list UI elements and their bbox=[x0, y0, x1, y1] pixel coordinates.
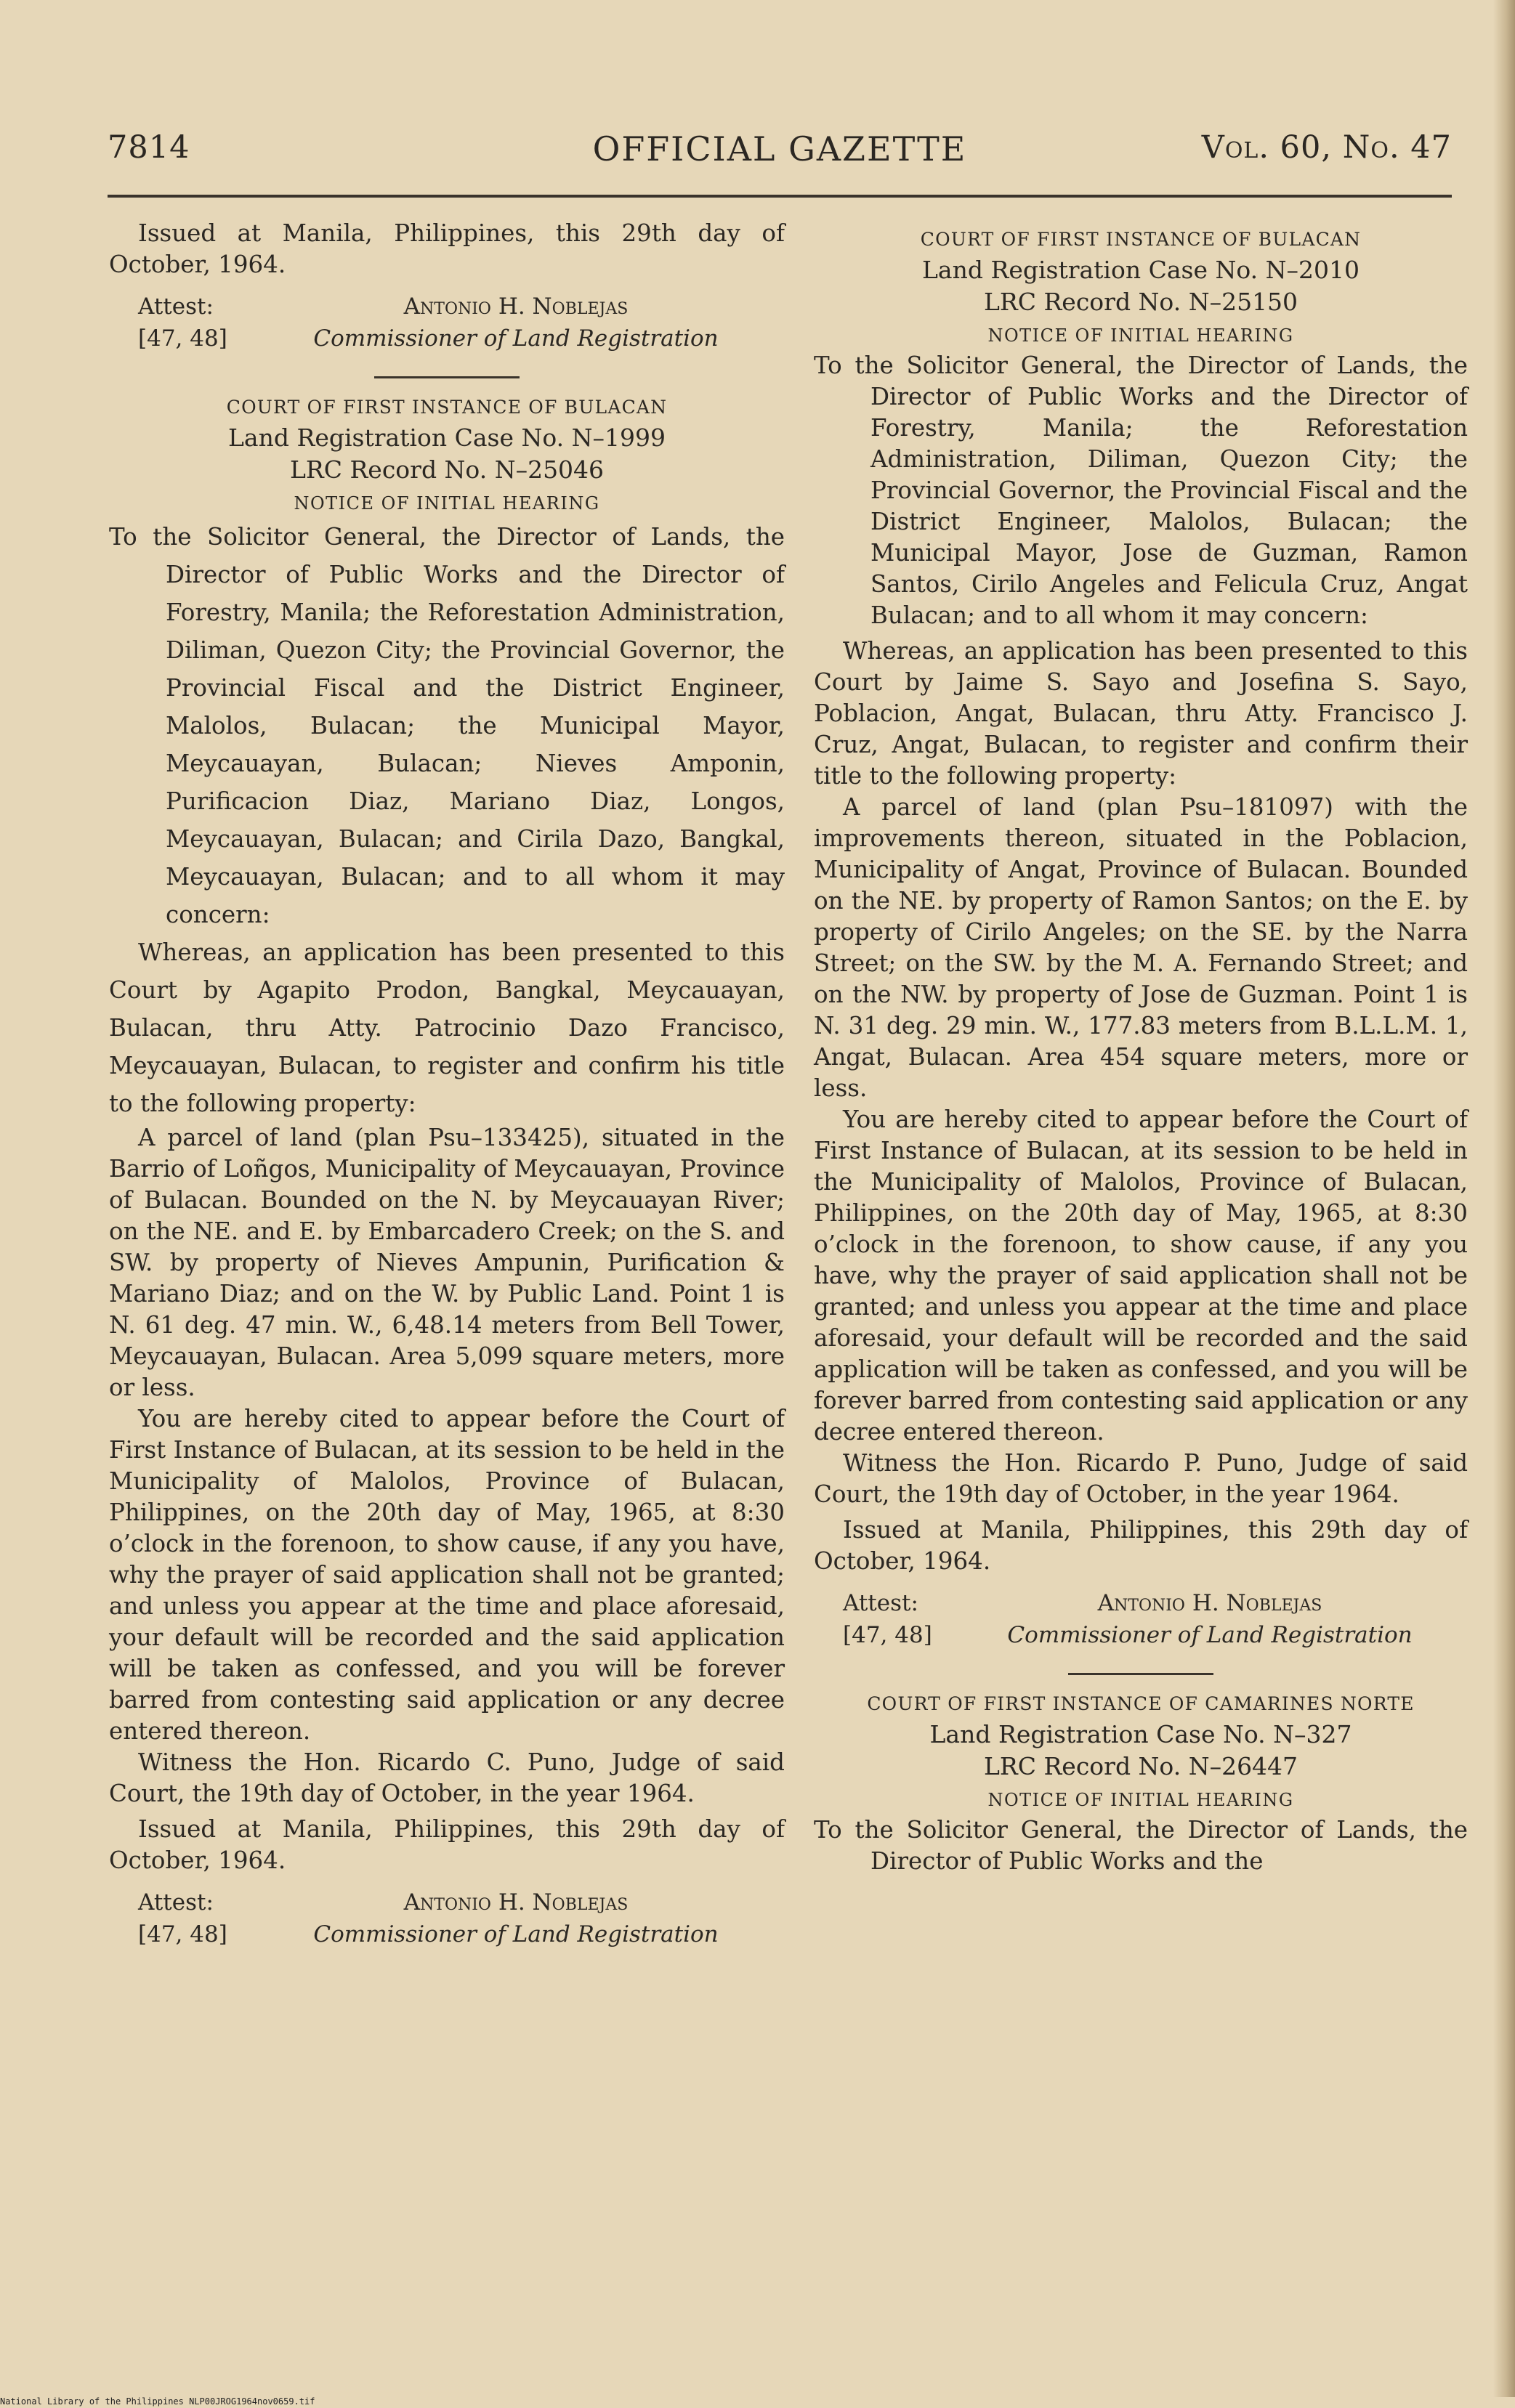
attest-label: Attest: bbox=[138, 1889, 214, 1916]
case-number-2: Land Registration Case No. N–327 bbox=[929, 1720, 1352, 1748]
right-column bbox=[814, 218, 1468, 1877]
issued-paragraph: Issued at Manila, Philippines, this 29th day of October, 1964. bbox=[109, 1815, 785, 1874]
section-divider bbox=[374, 376, 520, 378]
volume-label: Vol. 60, No. 47 bbox=[1201, 129, 1452, 166]
attest-ref: [47, 48] bbox=[138, 325, 227, 352]
page-number: 7814 bbox=[108, 129, 190, 166]
addressees-2: To the Solicitor General, the Director of Lands, the Director of Public Works and the bbox=[814, 1816, 1468, 1875]
case-number: Land Registration Case No. N–2010 bbox=[922, 256, 1360, 284]
parcel-paragraph: A parcel of land (plan Psu–133425), situated in the Barrio of Loñgos, Municipality of Meycauayan, Province of Bulacan. Bounded on the N. by Meycauayan River; on the NE. and E. by Embarcadero Creek; on the S. and SW. by property of Nieves Ampunin, Purification & Mariano Diaz; and on the W. by Public Land. Point 1 is N. 61 deg. 47 min. W., 6,48.14 meters from Bell Tower, Meycauayan, Bulacan. Area 5,099 square meters, more or less. bbox=[109, 1124, 785, 1401]
page-edge-shadow bbox=[1493, 0, 1515, 2397]
court-heading: COURT OF FIRST INSTANCE OF BULACAN bbox=[226, 397, 668, 418]
left-column bbox=[109, 218, 785, 1953]
addressees: To the Solicitor General, the Director of Lands, the Director of Public Works and the Director of Forestry, Manila; the Reforestation Administration, Diliman, Quezon City; the Provincial Governor, the Provincial Fiscal and the District Engineer, Malolos, Bulacan; the Municipal Mayor, Meycauayan, Bulacan; Nieves Amponin, Purificacion Diaz, Mariano Diaz, Longos, Meycauayan, Bulacan; and Cirila Dazo, Bangkal, Meycauayan, Bulacan; and to all whom it may concern: bbox=[109, 523, 785, 928]
court-heading: COURT OF FIRST INSTANCE OF BULACAN bbox=[920, 229, 1362, 250]
witness-paragraph: Witness the Hon. Ricardo C. Puno, Judge of said Court, the 19th day of October, in the year 1964. bbox=[109, 1748, 785, 1807]
notice-heading: NOTICE OF INITIAL HEARING bbox=[987, 325, 1294, 346]
intro-issued: Issued at Manila, Philippines, this 29th day of October, 1964. bbox=[109, 219, 785, 278]
attest-block bbox=[843, 1587, 1468, 1651]
witness-paragraph: Witness the Hon. Ricardo P. Puno, Judge of said Court, the 19th day of October, in the year 1964. bbox=[814, 1449, 1468, 1508]
case-number: Land Registration Case No. N–1999 bbox=[228, 423, 666, 452]
court-heading-2: COURT OF FIRST INSTANCE OF CAMARINES NORTE bbox=[867, 1693, 1415, 1714]
record-number: LRC Record No. N–25150 bbox=[983, 288, 1298, 316]
attest-title: Commissioner of Land Registration bbox=[313, 325, 719, 352]
parcel-paragraph: A parcel of land (plan Psu–181097) with the improvements thereon, situated in the Poblacion, Municipality of Angat, Province of Bulacan. Bounded on the NE. by property of Ramon Santos; on the E. by property of Cirilo Angeles; on the SE. by the Narra Street; on the SW. by the M. A. Fernando Street; and on the NW. by property of Jose de Guzman. Point 1 is N. 31 deg. 29 min. W., 177.83 meters from B.L.L.M. 1, Angat, Bulacan. Area 454 square meters, more or less. bbox=[814, 793, 1468, 1102]
scan-footer: National Library of the Philippines NLP00JROG1964nov0659.tif bbox=[0, 2396, 315, 2407]
attest-name: Antonio H. Noblejas bbox=[1097, 1590, 1322, 1616]
header-rule bbox=[108, 195, 1452, 198]
cited-paragraph: You are hereby cited to appear before the Court of First Instance of Bulacan, at its session to be held in the Municipality of Malolos, Province of Bulacan, Philippines, on the 20th day of May, 1965, at 8:30 o’clock in the forenoon, to show cause, if any you have, why the prayer of said application shall not be granted; and unless you appear at the time and place aforesaid, your default will be recorded and the said application will be taken as confessed, and you will be forever barred from contesting said application or any decree entered thereon. bbox=[109, 1405, 785, 1745]
attest-ref: [47, 48] bbox=[138, 1921, 227, 1947]
notice-heading-2: NOTICE OF INITIAL HEARING bbox=[987, 1790, 1294, 1810]
addressees: To the Solicitor General, the Director of Lands, the Director of Public Works and the Director of Forestry, Manila; the Reforestation Administration, Diliman, Quezon City; the Provincial Governor, the Provincial Fiscal and the District Engineer, Malolos, Bulacan; the Municipal Mayor, Jose de Guzman, Ramon Santos, Cirilo Angeles and Felicula Cruz, Angat Bulacan; and to all whom it may concern: bbox=[814, 352, 1468, 629]
attest-title: Commissioner of Land Registration bbox=[313, 1921, 719, 1947]
record-number: LRC Record No. N–25046 bbox=[289, 455, 605, 484]
attest-ref: [47, 48] bbox=[843, 1622, 932, 1648]
intro-attest-block bbox=[138, 291, 785, 354]
attest-block bbox=[138, 1886, 785, 1950]
attest-label: Attest: bbox=[138, 293, 214, 320]
attest-name: Antonio H. Noblejas bbox=[403, 293, 629, 320]
whereas-paragraph: Whereas, an application has been presented to this Court by Agapito Prodon, Bangkal, Meycauayan, Bulacan, thru Atty. Patrocinio Dazo Francisco, Meycauayan, Bulacan, to register and confirm his title to the following property: bbox=[109, 939, 785, 1117]
notice-heading: NOTICE OF INITIAL HEARING bbox=[294, 493, 600, 514]
attest-name: Antonio H. Noblejas bbox=[403, 1889, 629, 1916]
record-number-2: LRC Record No. N–26447 bbox=[983, 1752, 1298, 1780]
cited-paragraph: You are hereby cited to appear before the Court of First Instance of Bulacan, at its session to be held in the Municipality of Malolos, Province of Bulacan, Philippines, on the 20th day of May, 1965, at 8:30 o’clock in the forenoon, to show cause, if any you have, why the prayer of said application shall not be granted; and unless you appear at the time and place aforesaid, your default will be recorded and the said application will be taken as confessed, and you will be forever barred from contesting said application or any decree entered thereon. bbox=[814, 1106, 1468, 1446]
section-divider bbox=[1068, 1673, 1213, 1675]
attest-title: Commissioner of Land Registration bbox=[1007, 1622, 1413, 1648]
issued-paragraph: Issued at Manila, Philippines, this 29th day of October, 1964. bbox=[814, 1516, 1468, 1575]
page-header bbox=[108, 129, 1452, 180]
whereas-paragraph: Whereas, an application has been presented to this Court by Jaime S. Sayo and Josefina S. Sayo, Poblacion, Angat, Bulacan, thru Atty. Francisco J. Cruz, Angat, Bulacan, to register and confirm their title to the following property: bbox=[814, 637, 1468, 790]
publication-title: OFFICIAL GAZETTE bbox=[592, 129, 967, 169]
attest-label: Attest: bbox=[843, 1590, 918, 1616]
